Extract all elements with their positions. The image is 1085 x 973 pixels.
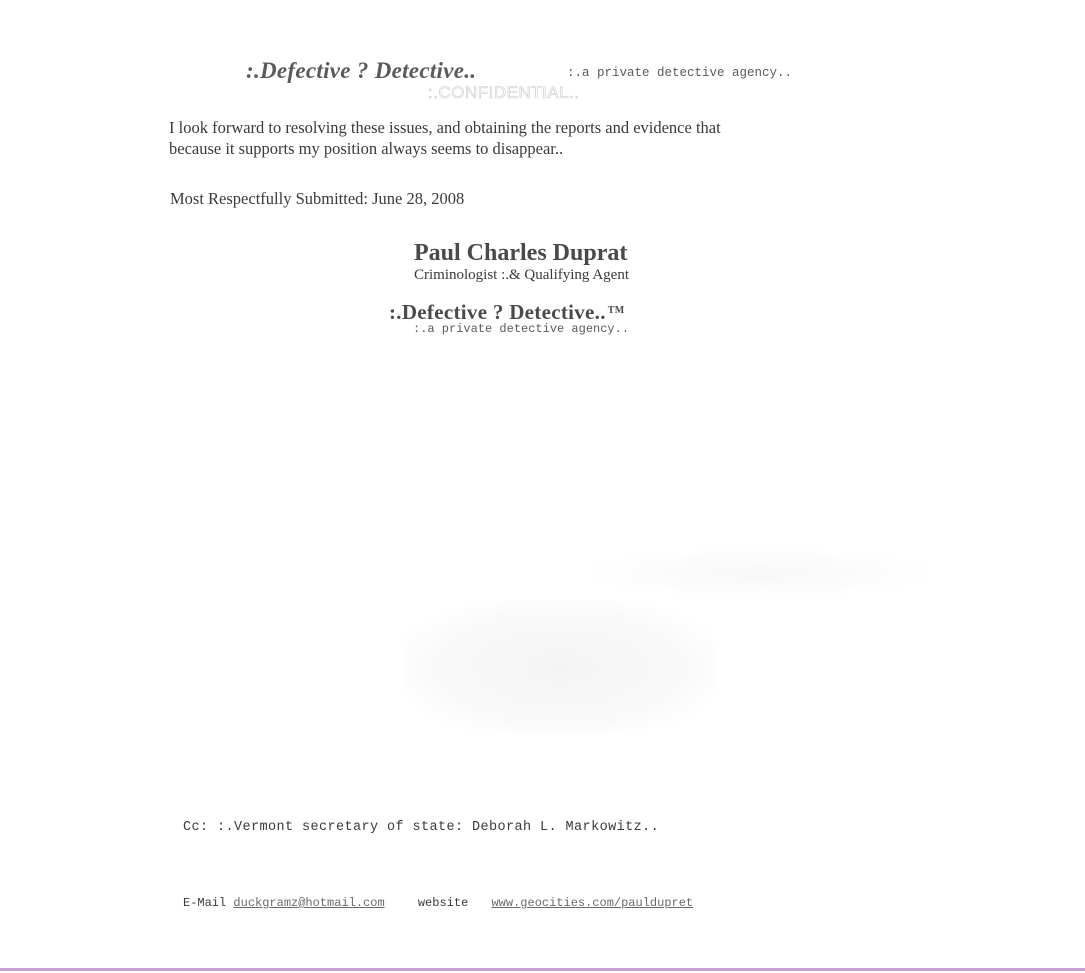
email-label: E-Mail [183, 896, 227, 910]
signatory-title: Criminologist :.& Qualifying Agent [414, 267, 629, 283]
letterhead-agency-name: :.Defective ? Detective.. [246, 58, 477, 83]
signature-agency-text: :.Defective ? Detective.. [389, 300, 606, 324]
trademark-mark: TM [607, 305, 625, 316]
letterhead-tagline: :.a private detective agency.. [567, 66, 793, 80]
signature-tagline: :.a private detective agency.. [413, 322, 630, 336]
scan-smudge [590, 548, 930, 598]
confidential-stamp: :.CONFIDENTIAL.. [428, 83, 580, 102]
contact-footer [183, 896, 693, 910]
website-label: website [417, 896, 469, 910]
body-line-2: because it supports my position always seems to disappear.. [169, 139, 564, 158]
email-link[interactable]: duckgramz@hotmail.com [233, 896, 385, 910]
submission-line: Most Respectfully Submitted: June 28, 2008 [170, 189, 465, 208]
website-link[interactable]: www.geocities.com/pauldupret [491, 896, 694, 910]
cc-line: Cc: :.Vermont secretary of state: Deborah L. Markowitz.. [183, 820, 660, 835]
faded-signature-area [405, 600, 715, 735]
letter-body [169, 117, 909, 159]
page-bottom-border [0, 968, 1085, 971]
body-line-1: I look forward to resolving these issues, and obtaining the reports and evidence that [169, 118, 721, 137]
signatory-name: Paul Charles Duprat [414, 240, 628, 266]
